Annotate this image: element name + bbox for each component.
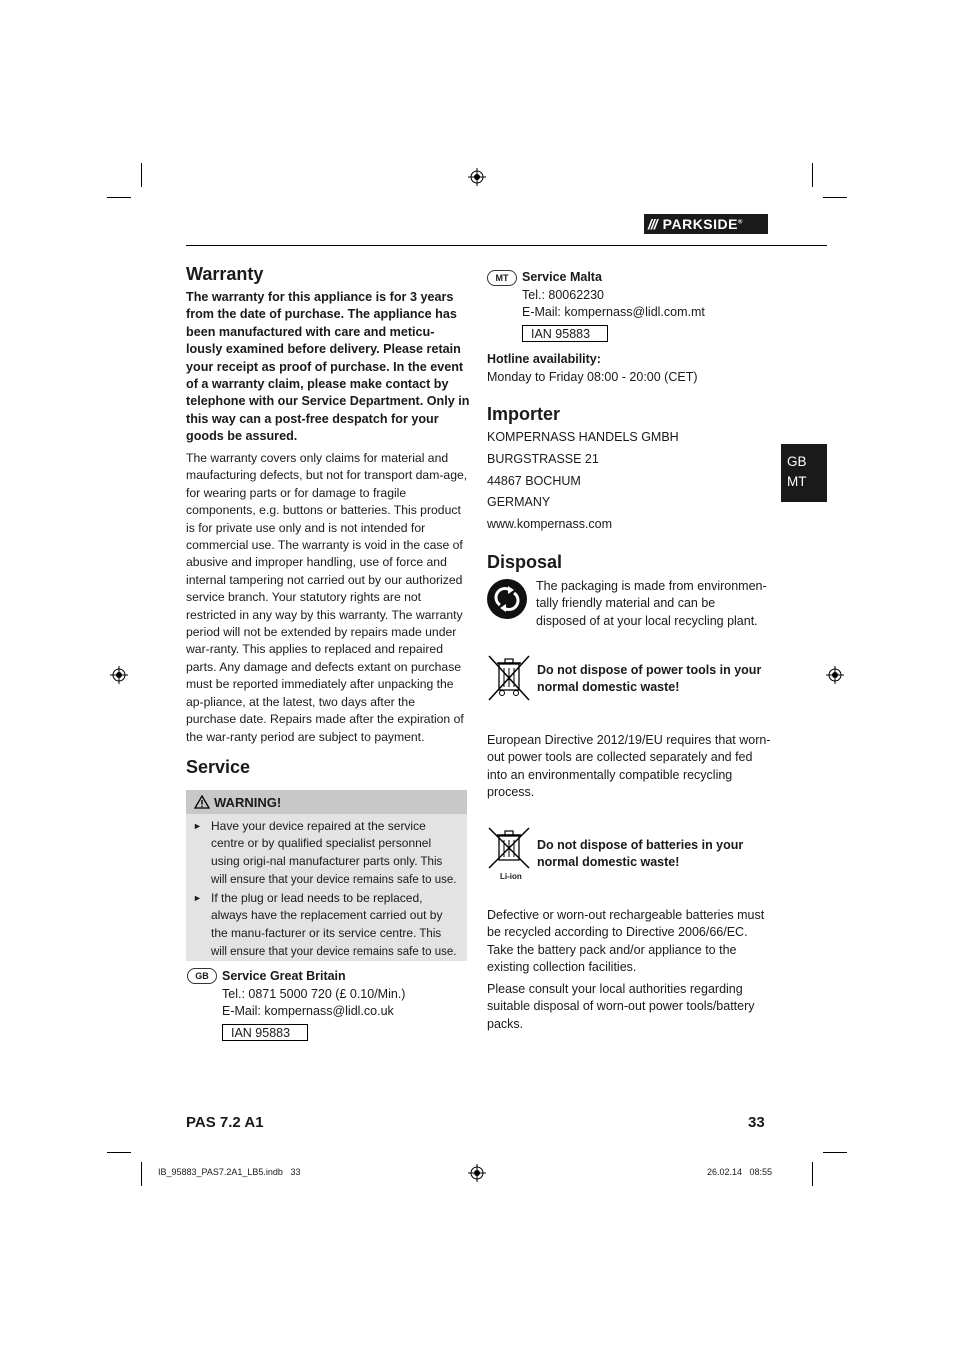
- header-rule: [186, 245, 827, 246]
- crop-mark: [812, 1162, 813, 1186]
- warning-bullet-normal: This will ensure that your device remains safe to use.: [211, 927, 457, 959]
- warning-label: WARNING!: [214, 794, 282, 810]
- batteries-warning: Do not dispose of batteries in your normal domestic waste!: [537, 838, 744, 870]
- service-mt-title: Service Malta: [522, 270, 602, 284]
- directive-tools-text: European Directive 2012/19/EU requires that worn-out power tools are collected separately and fed into an environmentally compatible recycling process.: [487, 733, 771, 800]
- crop-mark: [812, 163, 813, 187]
- crossed-bin-icon: [486, 654, 532, 702]
- warning-bullet-bold: If the plug or lead needs to be replaced, always have the replacement carried out by the manu-facturer or its service centre.: [211, 891, 443, 940]
- brand-name: PARKSIDE: [662, 216, 738, 232]
- warranty-body-text: The warranty covers only claims for material and maufacturing defects, but not for transport dam-age, for wearing parts or for damage to fragile components, e.g. buttons or batteries. This product is for private use only and is not intended for commercial use. The warranty is void in the case of abusive and improper handling, use of force and internal tampering not carried out by our authorized service branch. Your statutory rights are not restricted in any way by this warranty. The warranty period will not be extended by repairs made under war-ranty. This applies to replaced and repaired parts. Any damage and defects extant on purchase must be reported immediately after unpacking the ap-pliance, at the latest, two days after the purchase date. Repairs made after the expiration of the war-ranty period are subject to payment.: [186, 451, 468, 744]
- consult-text: Please consult your local authorities regarding suitable disposal of worn-out power tools/battery packs.: [487, 982, 755, 1031]
- registration-mark-icon: [468, 168, 486, 186]
- service-gb-email: E-Mail: kompernass@lidl.co.uk: [222, 1004, 394, 1018]
- service-heading: Service: [186, 757, 251, 777]
- service-mt-tel: Tel.: 80062230: [522, 288, 605, 302]
- crop-mark: [823, 1152, 847, 1153]
- logo-slashes: ///: [648, 216, 657, 232]
- warning-bullet: [193, 890, 459, 962]
- importer-line: BURGSTRASSE 21: [487, 452, 599, 466]
- crop-mark: [107, 197, 131, 198]
- warning-bullet: [193, 818, 459, 890]
- disposal-heading: Disposal: [487, 552, 563, 572]
- parkside-logo: [644, 214, 768, 234]
- bullet-arrow-icon: ►: [193, 893, 202, 903]
- warning-bullet-normal: This will ensure that your device remains safe to use.: [211, 855, 457, 887]
- crop-mark: [141, 163, 142, 187]
- importer-line: KOMPERNASS HANDELS GMBH: [487, 430, 679, 444]
- importer-line: GERMANY: [487, 495, 551, 509]
- hotline-label: Hotline availability:: [487, 352, 601, 366]
- importer-heading: Importer: [487, 404, 561, 424]
- language-tab-gb: GB: [787, 454, 807, 469]
- language-tab-mt: MT: [787, 474, 807, 489]
- logo-brand: [663, 216, 768, 232]
- recycling-icon: [486, 578, 528, 620]
- crop-mark: [823, 197, 847, 198]
- warning-triangle-icon: [194, 795, 210, 809]
- crossed-bin-battery-icon: [486, 826, 532, 874]
- service-gb-title: Service Great Britain: [222, 969, 346, 983]
- power-tools-warning: Do not dispose of power tools in your normal domestic waste!: [537, 663, 762, 695]
- warranty-heading: Warranty: [186, 264, 264, 284]
- packaging-text: The packaging is made from environmen-tally friendly material and can be disposed of at your local recycling plant.: [536, 579, 767, 628]
- li-ion-label: Li-ion: [500, 872, 522, 881]
- mt-country-badge: MT: [487, 270, 517, 286]
- language-tab: [781, 444, 827, 502]
- bullet-arrow-icon: ►: [193, 821, 202, 831]
- registration-mark-icon: [826, 666, 844, 684]
- registration-mark-icon: [110, 666, 128, 684]
- brand-mark: ®: [737, 219, 743, 226]
- service-mt-email: E-Mail: kompernass@lidl.com.mt: [522, 305, 705, 319]
- print-date-info: 26.02.14 08:55: [707, 1167, 773, 1177]
- warning-header: [186, 790, 467, 814]
- crop-mark: [107, 1152, 131, 1153]
- footer-model: PAS 7.2 A1: [186, 1114, 264, 1131]
- warning-bullet-bold: Have your device repaired at the service centre or by qualified specialist personnel using origi-nal manufacturer parts only.: [211, 819, 432, 868]
- crop-mark: [141, 1162, 142, 1186]
- directive-batteries-text: Defective or worn-out rechargeable batteries must be recycled according to Directive 2006/66/EC. Take the battery pack and/or appliance to the existing collection facilities.: [487, 908, 765, 975]
- page-number: 33: [748, 1114, 765, 1131]
- service-gb-tel: Tel.: 0871 5000 720 (£ 0.10/Min.): [222, 987, 406, 1001]
- gb-country-badge: GB: [187, 968, 217, 984]
- hotline-hours: Monday to Friday 08:00 - 20:00 (CET): [487, 370, 698, 384]
- warranty-bold-text: The warranty for this appliance is for 3 years from the date of purchase. The appliance has been manufactured with care and meticu-lously examined before delivery. Please retain your receipt as proof of purchase. In the event of a warranty claim, please make contact by telephone with our Service Department. Only in this way can a post-free despatch for your goods be assured.: [186, 290, 470, 444]
- print-file-info: IB_95883_PAS7.2A1_LB5.indb 33: [158, 1167, 301, 1177]
- registration-mark-icon: [468, 1164, 486, 1182]
- importer-line: 44867 BOCHUM: [487, 474, 581, 488]
- importer-website: www.kompernass.com: [487, 517, 613, 531]
- service-mt-ian: IAN 95883: [522, 325, 608, 342]
- service-gb-ian: IAN 95883: [222, 1024, 308, 1041]
